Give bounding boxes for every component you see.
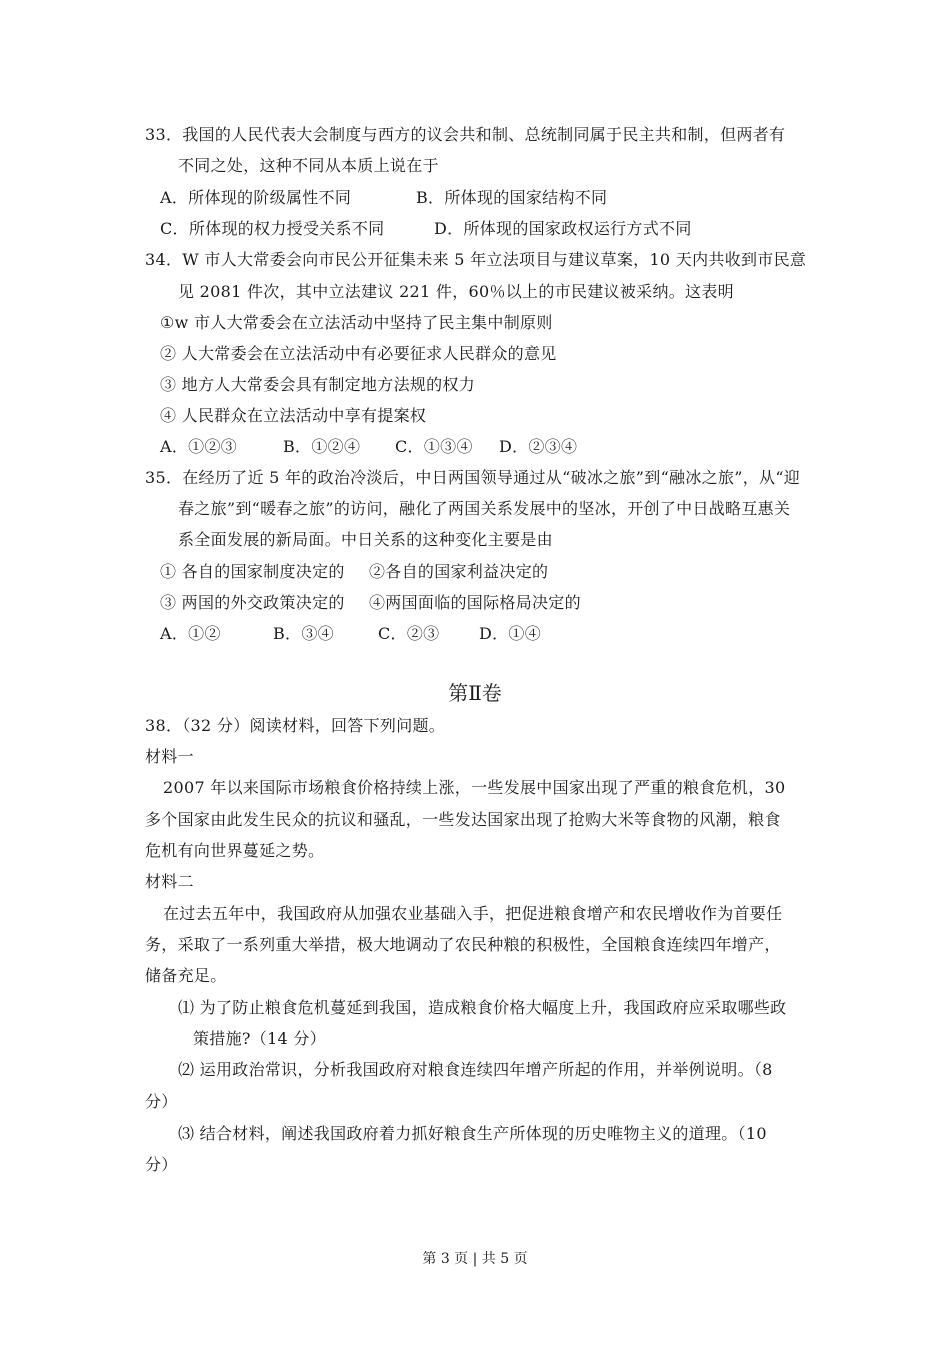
q34-option-c: C．①③④ — [395, 437, 473, 456]
q35-stem-line2: 春之旅”到“暖春之旅”的访问，融化了两国关系发展中的坚冰，开创了中日战略互惠关 — [178, 499, 791, 518]
material-2-line1: 在过去五年中，我国政府从加强农业基础入手，把促进粮食增产和农民增收作为首要任 — [163, 904, 783, 923]
q33-option-d: D．所体现的国家政权运行方式不同 — [434, 219, 692, 238]
q35-item-4: ④两国面临的国际格局决定的 — [369, 593, 581, 612]
q34-stem-line1: 34．W 市人大常委会向市民公开征集未来 5 年立法项目与建议草案，10 天内共收到市民意 — [145, 250, 807, 269]
q34-option-d: D．②③④ — [499, 437, 578, 456]
material-1-line2: 多个国家由此发生民众的抗议和骚乱，一些发达国家出现了抢购大米等食物的风潮，粮食 — [145, 810, 781, 829]
q35-option-b: B．③④ — [273, 624, 334, 643]
q33-option-b: B．所体现的国家结构不同 — [416, 188, 608, 207]
q34-item-1: ①w 市人大常委会在立法活动中坚持了民主集中制原则 — [160, 313, 553, 332]
page-footer: 第 3 页 | 共 5 页 — [422, 1251, 528, 1267]
material-2-line2: 务，采取了一系列重大举措，极大地调动了农民种粮的积极性，全国粮食连续四年增产， — [145, 935, 781, 954]
material-1-title: 材料一 — [145, 747, 194, 766]
subquestion-3-line1: ⑶ 结合材料，阐述我国政府着力抓好粮食生产所体现的历史唯物主义的道理。（10 — [178, 1124, 767, 1143]
q34-item-3: ③ 地方人大常委会具有制定地方法规的权力 — [160, 375, 476, 394]
q33-option-c: C．所体现的权力授受关系不同 — [160, 219, 385, 238]
q35-option-a: A．①② — [160, 624, 221, 643]
q34-item-4: ④ 人民群众在立法活动中享有提案权 — [160, 406, 427, 425]
q34-option-a: A．①②③ — [160, 437, 238, 456]
q33-stem-line1: 33．我国的人民代表大会制度与西方的议会共和制、总统制同属于民主共和制，但两者有 — [145, 125, 786, 144]
subquestion-2-line1: ⑵ 运用政治常识，分析我国政府对粮食连续四年增产所起的作用，并举例说明。（8 — [178, 1060, 773, 1079]
q34-item-2: ② 人大常委会在立法活动中有必要征求人民群众的意见 — [160, 344, 557, 363]
q35-item-1: ① 各自的国家制度决定的 — [160, 562, 345, 581]
q34-option-b: B．①②④ — [283, 437, 361, 456]
subquestion-2-line2: 分） — [145, 1092, 178, 1111]
q35-option-c: C．②③ — [378, 624, 440, 643]
q35-stem-line1: 35．在经历了近 5 年的政治冷淡后，中日两国领导通过从“破冰之旅”到“融冰之旅”，从“迎 — [145, 468, 801, 487]
q34-stem-line2: 见 2081 件次，其中立法建议 221 件，60％以上的市民建议被采纳。这表明 — [178, 282, 734, 301]
material-2-title: 材料二 — [145, 872, 194, 891]
subquestion-1-line2: 策措施?（14 分） — [193, 1029, 327, 1048]
section-title: 第Ⅱ卷 — [448, 681, 502, 705]
q35-stem-line3: 系全面发展的新局面。中日关系的这种变化主要是由 — [178, 530, 553, 549]
q33-stem-line2: 不同之处，这种不同从本质上说在于 — [178, 156, 439, 175]
q35-item-2: ②各自的国家利益决定的 — [369, 562, 549, 581]
q33-option-a: A．所体现的阶级属性不同 — [160, 188, 352, 207]
subquestion-1-line1: ⑴ 为了防止粮食危机蔓延到我国，造成粮食价格大幅度上升，我国政府应采取哪些政 — [178, 998, 787, 1017]
q35-option-d: D．①④ — [479, 624, 542, 643]
material-1-line3: 危机有向世界蔓延之势。 — [145, 841, 325, 860]
material-1-line1: 2007 年以来国际市场粮食价格持续上涨，一些发展中国家出现了严重的粮食危机，30 — [163, 778, 786, 797]
material-2-line3: 储备充足。 — [145, 966, 227, 985]
q38-header: 38．（32 分）阅读材料，回答下列问题。 — [145, 716, 446, 735]
q35-item-3: ③ 两国的外交政策决定的 — [160, 593, 345, 612]
subquestion-3-line2: 分） — [145, 1155, 178, 1174]
